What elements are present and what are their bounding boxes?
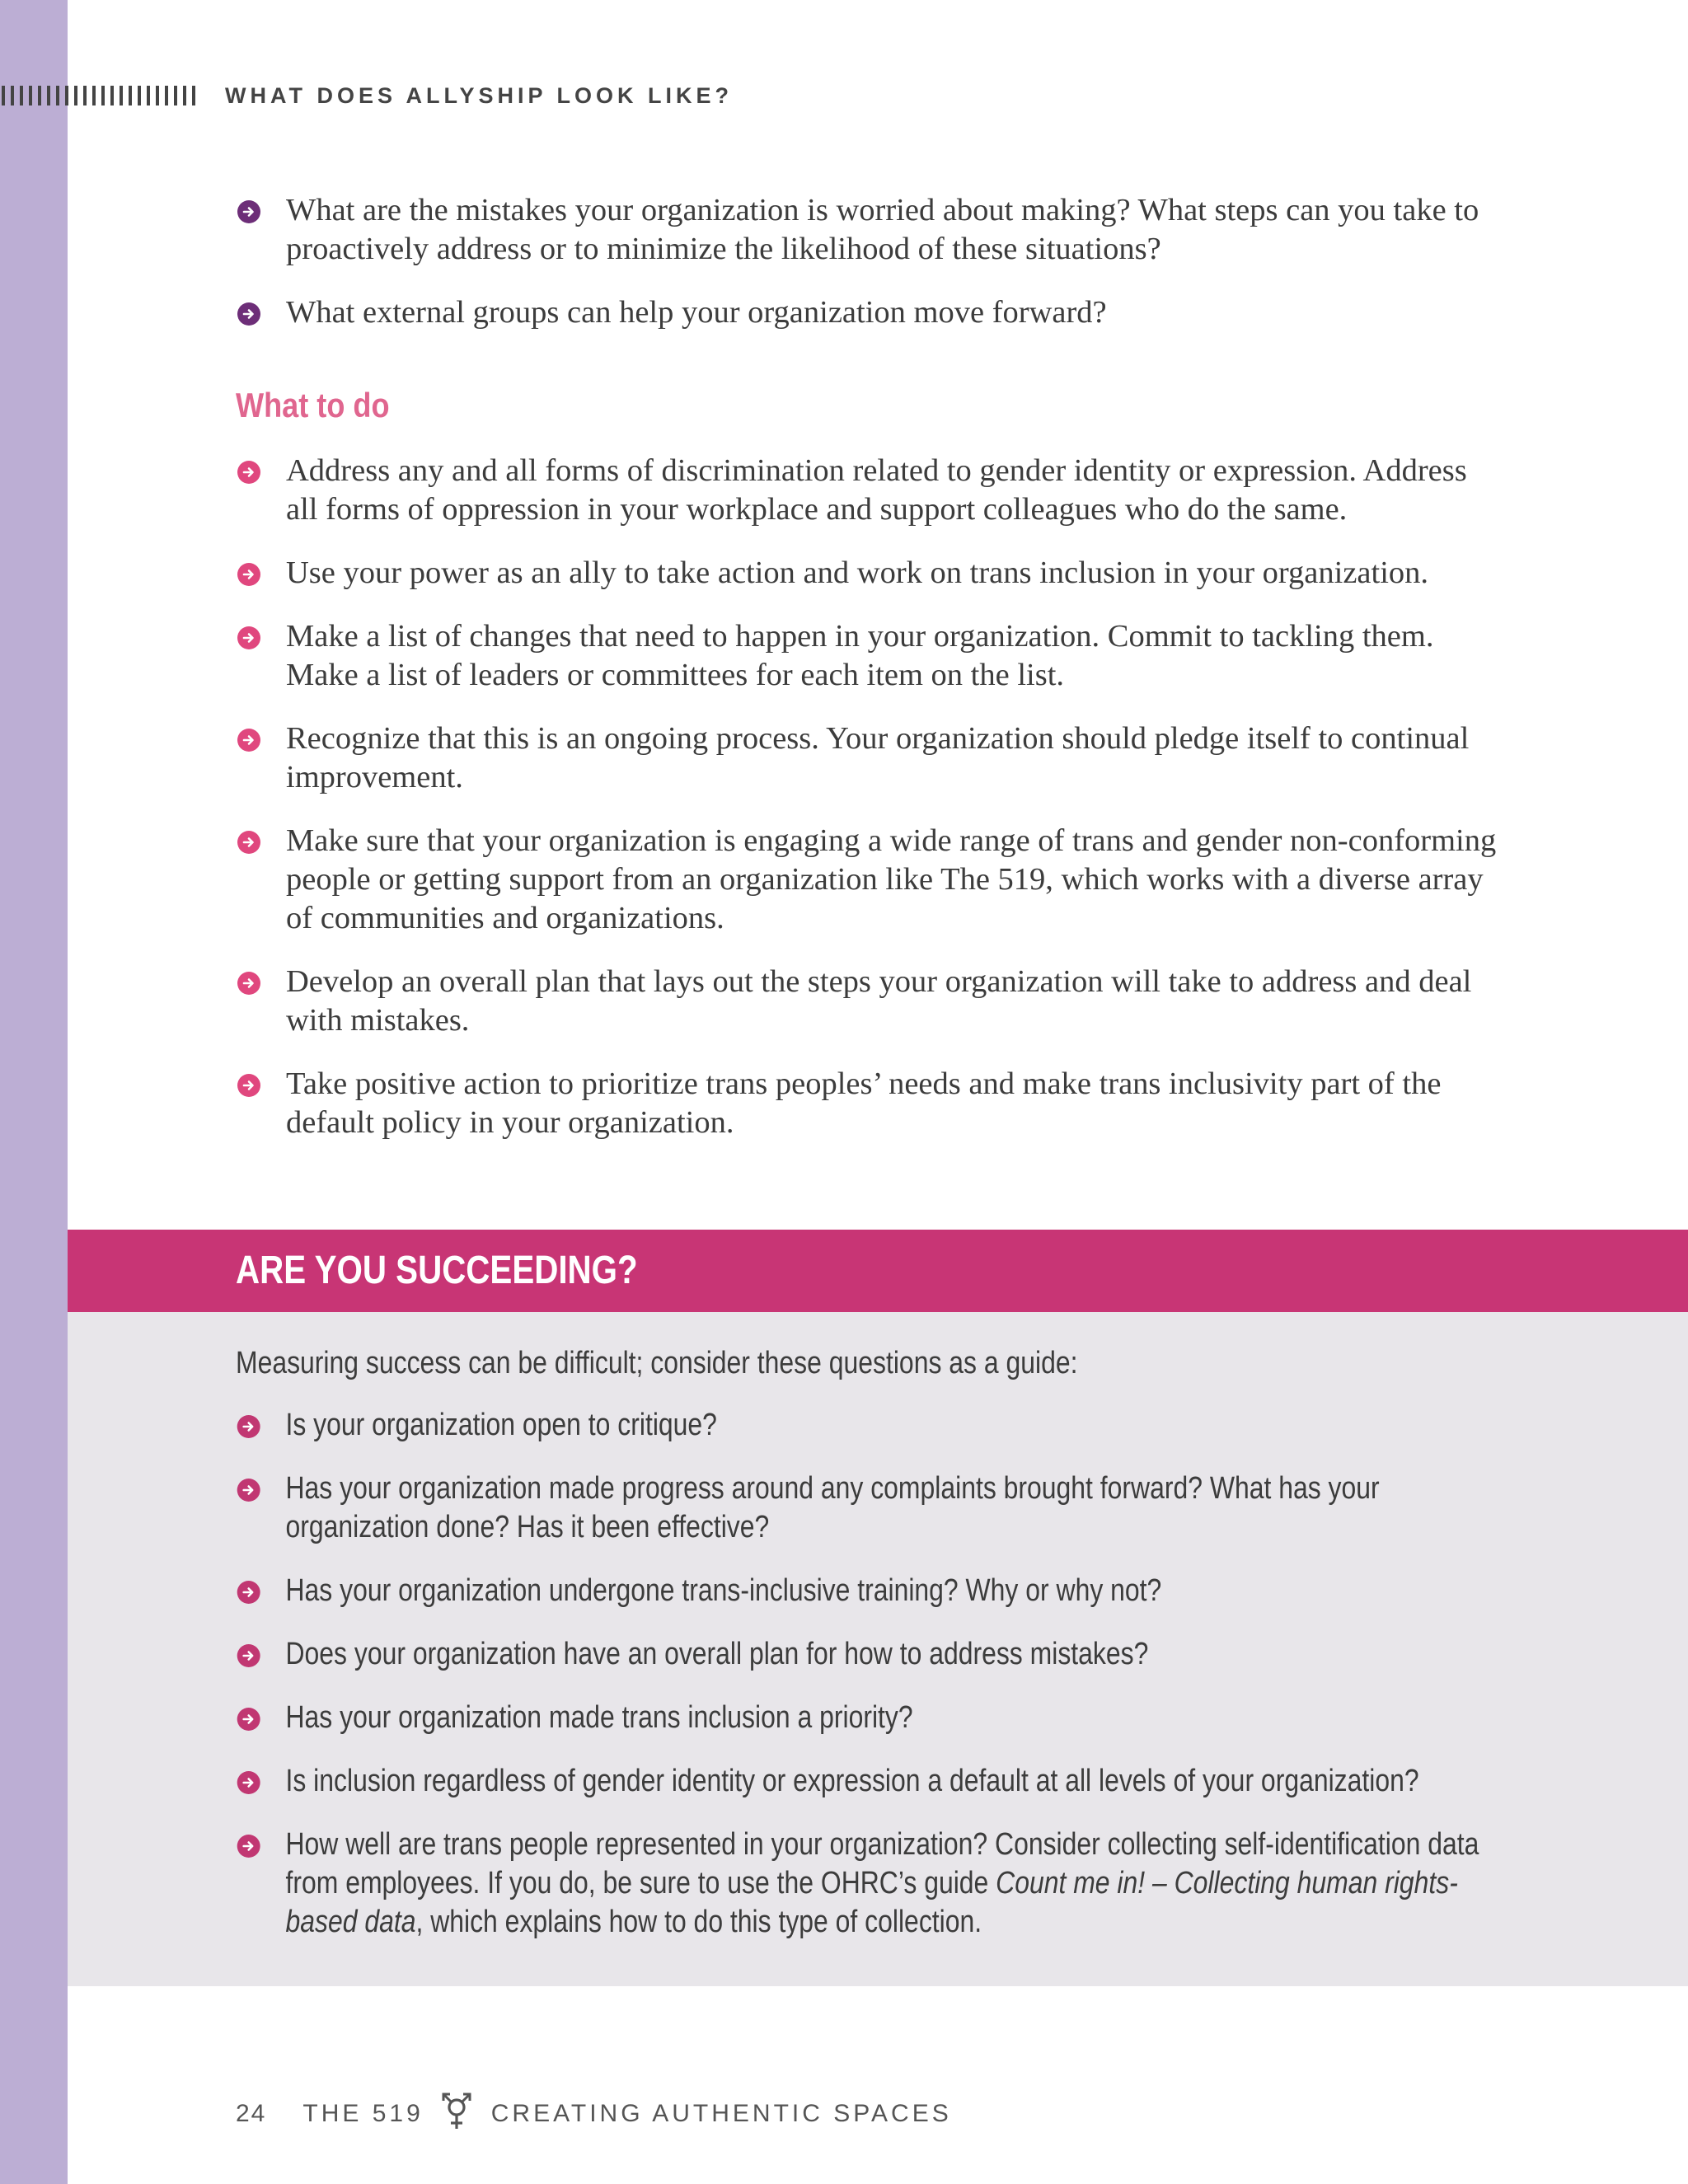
header-title: WHAT DOES ALLYSHIP LOOK LIKE?	[225, 82, 734, 108]
arrow-circle-right-icon	[237, 1415, 260, 1438]
arrow-circle-right-icon	[237, 831, 260, 854]
arrow-circle-right-icon	[237, 461, 260, 484]
list-item-text: Has your organization made trans inclusion a priority?	[285, 1700, 913, 1735]
list-item-text: Does your organization have an overall plan for how to address mistakes?	[285, 1637, 1149, 1671]
list-item-text: What are the mistakes your organization is worried about making? What steps can you take to proactively address or to minimize the likelihood of these situations?	[286, 193, 1479, 266]
list-item	[236, 1572, 1496, 1610]
succeeding-questions	[236, 1406, 1496, 1966]
footer-publication: CREATING AUTHENTIC SPACES	[490, 2100, 952, 2127]
intro-questions	[236, 191, 1497, 357]
list-item	[236, 191, 1497, 269]
list-item-text: Recognize that this is an ongoing process. Your organization should pledge itself to continual improvement.	[286, 721, 1470, 794]
list-item-text: Has your organization undergone trans-inclusive training? Why or why not?	[285, 1573, 1162, 1608]
what-to-do-list	[236, 452, 1497, 1167]
arrow-circle-right-icon	[237, 1708, 260, 1731]
arrow-circle-right-icon	[237, 1644, 260, 1667]
list-item-text: What external groups can help your organization move forward?	[286, 295, 1107, 330]
list-item-text: Address any and all forms of discrimination related to gender identity or expression. Address all forms of oppression in your workplace and support colleagues who do the same.	[286, 453, 1467, 527]
page-number: 24	[236, 2100, 267, 2127]
list-item-text: How well are trans people represented in your organization? Consider collecting self-identification data from employees. If you do, be sure to use the OHRC’s guide Count me in! – Collecting human rights-based data, which explains how to do this type of collection.	[285, 1827, 1479, 1939]
list-item	[236, 1469, 1496, 1547]
list-item	[236, 1065, 1497, 1142]
section-banner	[68, 1230, 1688, 1312]
list-item	[236, 1825, 1496, 1942]
arrow-circle-right-icon	[237, 1771, 260, 1794]
list-item-text: Is inclusion regardless of gender identity or expression a default at all levels of your organization?	[285, 1764, 1419, 1798]
arrow-circle-right-icon	[237, 302, 260, 326]
list-item-text: Develop an overall plan that lays out the steps your organization will take to address and deal with mistakes.	[286, 964, 1472, 1038]
list-item	[236, 1635, 1496, 1674]
arrow-circle-right-icon	[237, 972, 260, 995]
list-item	[236, 822, 1497, 938]
side-color-bar	[0, 0, 68, 2184]
list-item-text: Take positive action to prioritize trans peoples’ needs and make trans inclusivity part of the default policy in your organization.	[286, 1066, 1442, 1140]
list-item	[236, 617, 1497, 695]
arrow-circle-right-icon	[237, 1074, 260, 1097]
list-item-text: Use your power as an ally to take action and work on trans inclusion in your organization.	[286, 555, 1429, 590]
list-item	[236, 452, 1497, 529]
running-header	[0, 79, 733, 112]
arrow-circle-right-icon	[237, 1835, 260, 1858]
list-item-text: Has your organization made progress around any complaints brought forward? What has your organization done? Has it been effective?	[285, 1471, 1380, 1544]
list-item-text: Make sure that your organization is engaging a wide range of trans and gender non-conforming people or getting support from an organization like The 519, which works with a diverse array of communities and organizations.	[286, 823, 1497, 935]
arrow-circle-right-icon	[237, 1479, 260, 1502]
section-heading-what-to-do: What to do	[236, 386, 390, 424]
footer-org: THE 519	[302, 2100, 424, 2127]
list-item	[236, 963, 1497, 1040]
list-item-text: Make a list of changes that need to happen in your organization. Commit to tackling them. Make a list of leaders or committees for each item on the list.	[286, 619, 1434, 692]
arrow-circle-right-icon	[237, 563, 260, 586]
arrow-circle-right-icon	[237, 200, 260, 223]
header-tick-marks	[0, 86, 195, 105]
list-item	[236, 1406, 1496, 1445]
arrow-circle-right-icon	[237, 1581, 260, 1604]
page-footer	[236, 2089, 952, 2139]
banner-title: ARE YOU SUCCEEDING?	[236, 1249, 638, 1292]
list-item-text: Is your organization open to critique?	[285, 1408, 717, 1442]
succeeding-intro: Measuring success can be difficult; consider these questions as a guide:	[236, 1346, 1078, 1380]
list-item	[236, 554, 1497, 593]
arrow-circle-right-icon	[237, 729, 260, 752]
transgender-symbol-icon	[440, 2089, 473, 2139]
list-item	[236, 293, 1497, 332]
list-item	[236, 1699, 1496, 1737]
arrow-circle-right-icon	[237, 626, 260, 649]
list-item	[236, 719, 1497, 797]
guide-title: Count me in! – Collecting human rights-based data	[285, 1866, 1458, 1939]
list-item	[236, 1762, 1496, 1801]
